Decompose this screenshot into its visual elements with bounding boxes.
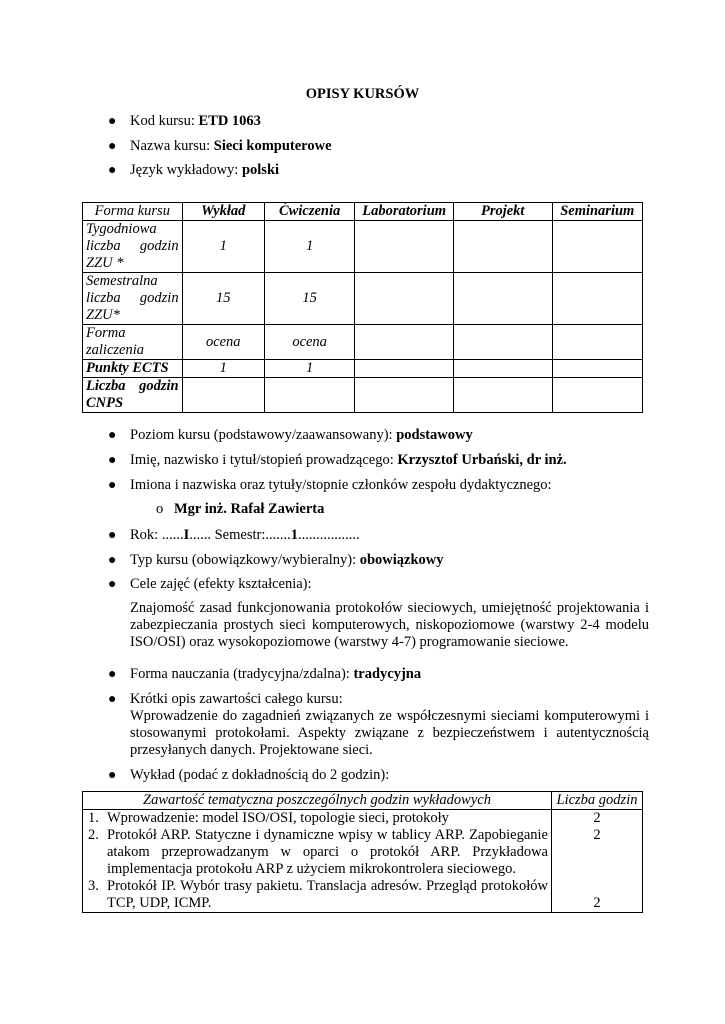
lecture-label: Wykład (podać z dokładnością do 2 godzin): xyxy=(130,767,390,783)
year-label: Rok: ...... xyxy=(130,527,184,543)
level-label: Poziom kursu (podstawowy/zaawansowany): xyxy=(130,427,397,443)
bullet-icon: ● xyxy=(108,667,117,682)
row-label: Punkty ECTS xyxy=(83,360,183,378)
description-label: Krótki opis zawartości całego kursu: xyxy=(130,691,343,707)
table-cell xyxy=(355,325,454,360)
table-cell xyxy=(453,360,552,378)
row-label: Semestralna liczba godzin ZZU* xyxy=(83,273,183,325)
table-cell xyxy=(355,221,454,273)
table-row xyxy=(83,378,643,413)
lecturer-label: Imię, nazwisko i tytuł/stopień prowadzącego: xyxy=(130,452,398,468)
course-language-label: Język wykładowy: xyxy=(130,162,242,178)
table-cell: 1 xyxy=(264,221,354,273)
table-row xyxy=(83,810,643,913)
team-label: Imiona i nazwiska oraz tytuły/stopnie członków zespołu dydaktycznego: xyxy=(130,477,552,493)
bullet-icon: ● xyxy=(108,768,117,783)
hours-cell xyxy=(552,810,643,913)
bullet-icon: ● xyxy=(108,139,117,154)
table-header-cell: Seminarium xyxy=(552,203,642,221)
level-value: podstawowy xyxy=(396,427,473,443)
table-cell xyxy=(264,378,354,413)
topic-number: 1. xyxy=(88,810,99,826)
table-header-row xyxy=(83,792,643,810)
lecture-topics-table xyxy=(82,791,643,913)
row-label: Forma zaliczenia xyxy=(83,325,183,360)
bullet-icon: ● xyxy=(108,428,117,443)
table-cell xyxy=(552,325,642,360)
bullet-icon: ● xyxy=(108,528,117,543)
course-hours-table xyxy=(82,202,643,413)
bullet-icon: ● xyxy=(108,478,117,493)
row-label: Tygodniowa liczba godzin ZZU * xyxy=(83,221,183,273)
table-cell xyxy=(453,325,552,360)
bullet-icon: ● xyxy=(108,163,117,178)
type-value: obowiązkowy xyxy=(359,552,444,568)
bullet-icon: ● xyxy=(108,114,117,129)
topic-text: Wprowadzenie: model ISO/OSI, topologie sieci, protokoły xyxy=(107,810,449,826)
table-cell: ocena xyxy=(264,325,354,360)
type-label: Typ kursu (obowiązkowy/wybieralny): xyxy=(130,552,360,568)
table-header-cell: Ćwiczenia xyxy=(264,203,354,221)
table-cell xyxy=(453,273,552,325)
course-code-value: ETD 1063 xyxy=(198,113,261,129)
course-name-value: Sieci komputerowe xyxy=(213,138,332,154)
table-cell xyxy=(552,273,642,325)
table-cell: 15 xyxy=(182,273,264,325)
table-cell xyxy=(453,378,552,413)
table-header-cell: Forma kursu xyxy=(83,203,183,221)
row-label: Liczba godzin CNPS xyxy=(83,378,183,413)
table-header-cell: Wykład xyxy=(182,203,264,221)
bullet-icon: ● xyxy=(108,453,117,468)
hours-value: 2 xyxy=(593,810,601,826)
table-cell xyxy=(355,273,454,325)
hours-value: 2 xyxy=(593,827,601,843)
table-cell: ocena xyxy=(182,325,264,360)
table-cell: 1 xyxy=(182,221,264,273)
table-row xyxy=(83,221,643,273)
team-member-item xyxy=(156,501,325,518)
form-value: tradycyjna xyxy=(353,666,422,682)
goals-label: Cele zajęć (efekty kształcenia): xyxy=(130,576,312,592)
goals-text: Znajomość zasad funkcjonowania protokołów sieciowych, umiejętność projektowania i zabezpieczania prostych sieci komputerowych, niskopoziomowe (warstwy 2-4 modelu ISO/OSI) oraz wysokopoziomowe (warstwy 4-7) programowanie sieciowe. xyxy=(130,600,649,650)
table-row xyxy=(83,360,643,378)
topic-number: 2. xyxy=(88,827,99,843)
hours-value: 2 xyxy=(593,895,601,911)
table-header-cell: Liczba godzin xyxy=(552,792,643,810)
table-cell: 15 xyxy=(264,273,354,325)
form-label: Forma nauczania (tradycyjna/zdalna): xyxy=(130,666,354,682)
description-text: Wprowadzenie do zagadnień związanych ze współczesnymi sieciami komputerowymi i stosowanymi protokołami. Aspekty związane z bezpieczeństwem i autentycznością przesyłanych danych. Projektowane sieci. xyxy=(130,708,649,758)
table-cell xyxy=(552,378,642,413)
lecturer-value: Krzysztof Urbański, dr inż. xyxy=(397,452,567,468)
bullet-icon: ● xyxy=(108,692,117,707)
semester-label: ...... Semestr:....... xyxy=(189,527,291,543)
table-cell xyxy=(355,378,454,413)
table-cell xyxy=(355,360,454,378)
topic-cell xyxy=(83,810,552,913)
table-row xyxy=(83,273,643,325)
bullet-icon: ● xyxy=(108,577,117,592)
table-cell: 1 xyxy=(182,360,264,378)
table-cell xyxy=(552,360,642,378)
table-header-cell: Zawartość tematyczna poszczególnych godzin wykładowych xyxy=(83,792,552,810)
topic-text: Protokół IP. Wybór trasy pakietu. Translacja adresów. Przegląd protokołów TCP, UDP, ICMP. xyxy=(107,878,548,911)
course-language-value: polski xyxy=(241,162,280,178)
table-cell xyxy=(182,378,264,413)
circle-bullet-icon: o xyxy=(156,501,164,517)
topic-text: Protokół ARP. Statyczne i dynamiczne wpisy w tablicy ARP. Zapobieganie atakom przeprowadzanym w oparci o protokół ARP. Przykładowa implementacja protokołu ARP z użyciem mikrokontrolera sieciowego. xyxy=(107,827,548,877)
table-row xyxy=(83,325,643,360)
bullet-icon: ● xyxy=(108,553,117,568)
course-name-label: Nazwa kursu: xyxy=(130,138,214,154)
table-header-row xyxy=(83,203,643,221)
course-code-label: Kod kursu: xyxy=(130,113,199,129)
table-cell xyxy=(552,221,642,273)
table-header-cell: Laboratorium xyxy=(355,203,454,221)
semester-value: 1 xyxy=(290,527,298,543)
table-header-cell: Projekt xyxy=(453,203,552,221)
table-cell: 1 xyxy=(264,360,354,378)
topic-number: 3. xyxy=(88,878,99,894)
page-title: OPISY KURSÓW xyxy=(305,86,420,102)
table-cell xyxy=(453,221,552,273)
year-value: I xyxy=(183,527,190,543)
team-member-name: Mgr inż. Rafał Zawierta xyxy=(174,501,325,517)
semester-tail: ................. xyxy=(297,527,360,543)
